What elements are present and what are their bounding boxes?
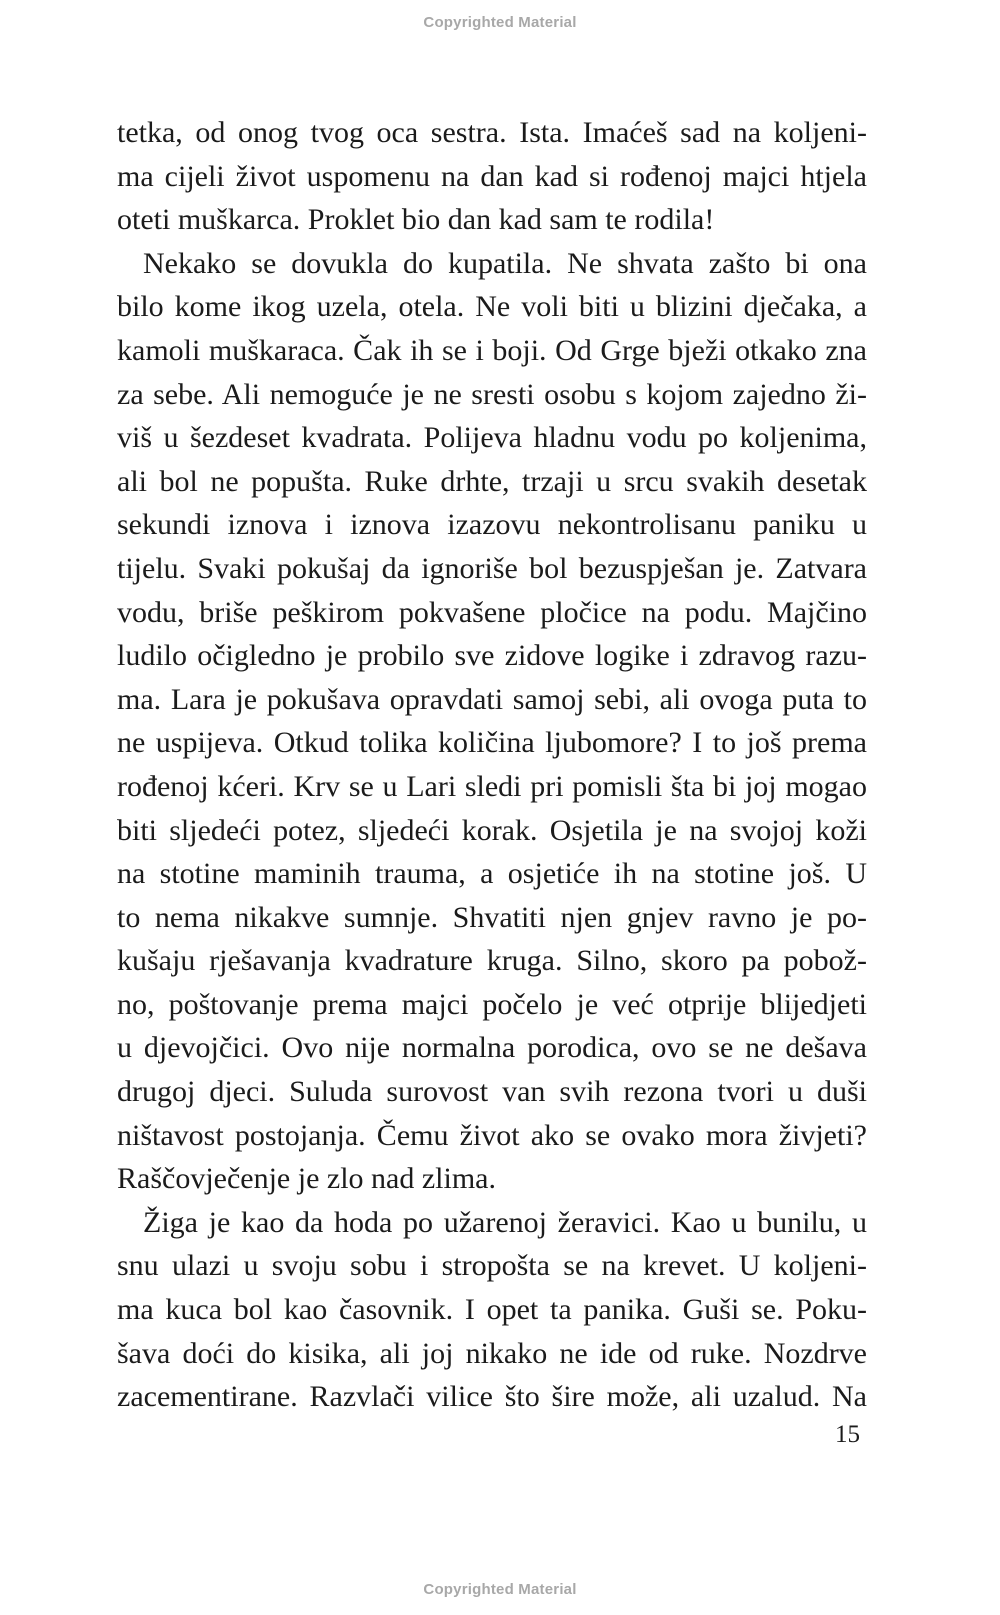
text-line: ali bol ne popušta. Ruke drhte, trzaji u srcu svakih desetak	[117, 464, 867, 498]
text-line: to nema nikakve sumnje. Shvatiti njen gnjev ravno je po-	[117, 900, 867, 934]
text-line: zacementirane. Razvlači vilice što šire može, ali uzalud. Na	[117, 1380, 867, 1414]
text-line: tetka, od onog tvog oca sestra. Ista. Imaćeš sad na koljeni-	[117, 116, 867, 149]
text-line: ništavost postojanja. Čemu život ako se ovako mora živjeti?	[117, 1118, 867, 1152]
text-line: sekundi iznova i iznova izazovu nekontrolisanu paniku u	[117, 508, 867, 542]
text-line: ne uspijeva. Otkud tolika količina ljubomore? I to još prema	[117, 726, 867, 760]
text-line: na stotine maminih trauma, a osjetiće ih na stotine još. U	[117, 857, 867, 891]
text-line: kamoli muškaraca. Čak ih se i boji. Od Grge bježi otkako zna	[117, 333, 867, 367]
text-line: šava doći do kisika, ali joj nikako ne ide od ruke. Nozdrve	[117, 1336, 867, 1370]
text-line: Žiga je kao da hoda po užarenoj žeravici. Kao u bunilu, u	[143, 1205, 867, 1239]
text-line: ludilo očigledno je probilo sve zidove logike i zdravog razu-	[117, 639, 867, 673]
paragraph	[117, 1201, 867, 1419]
text-line: za sebe. Ali nemoguće je ne sresti osobu s kojom zajedno ži-	[117, 377, 867, 411]
text-line: ma kuca bol kao časovnik. I opet ta panika. Guši se. Poku-	[117, 1293, 867, 1327]
text-line: Raščovječenje je zlo nad zlima.	[117, 1162, 496, 1196]
copyright-watermark-bottom: Copyrighted Material	[423, 1581, 577, 1598]
text-line: viš u šezdeset kvadrata. Polijeva hladnu vodu po koljenima,	[117, 421, 867, 455]
text-line: drugoj djeci. Suluda surovost van svih rezona tvori u duši	[117, 1075, 867, 1109]
text-line: no, poštovanje prema majci počelo je već otprije blijedjeti	[117, 987, 867, 1021]
text-line: ma. Lara je pokušava opravdati samoj sebi, ali ovoga puta to	[117, 682, 867, 716]
page-number: 15	[835, 1421, 860, 1448]
text-line: bilo kome ikog uzela, otela. Ne voli biti u blizini dječaka, a	[117, 290, 867, 324]
text-line: biti sljedeći potez, sljedeći korak. Osjetila je na svojoj koži	[117, 813, 867, 847]
text-line: kušaju rješavanja kvadrature kruga. Silno, skoro pa pobož-	[117, 944, 867, 978]
paragraph	[117, 111, 867, 242]
text-line: oteti muškarca. Proklet bio dan kad sam te rodila!	[117, 203, 715, 237]
text-line: Nekako se dovukla do kupatila. Ne shvata zašto bi ona	[143, 246, 867, 280]
text-line: vodu, briše peškirom pokvašene pločice na podu. Majčino	[117, 595, 867, 629]
text-line: u djevojčici. Ovo nije normalna porodica, ovo se ne dešava	[117, 1031, 867, 1065]
text-line: tijelu. Svaki pokušaj da ignoriše bol bezuspješan je. Zatvara	[117, 551, 867, 585]
text-line: snu ulazi u svoju sobu i stropošta se na krevet. U koljeni-	[117, 1249, 867, 1283]
text-line: rođenoj kćeri. Krv se u Lari sledi pri pomisli šta bi joj mogao	[117, 769, 867, 803]
text-line: ma cijeli život uspomenu na dan kad si rođenoj majci htjela	[117, 159, 867, 193]
copyright-watermark-top: Copyrighted Material	[423, 14, 577, 31]
body-text	[117, 111, 867, 1419]
paragraph	[117, 242, 867, 1201]
